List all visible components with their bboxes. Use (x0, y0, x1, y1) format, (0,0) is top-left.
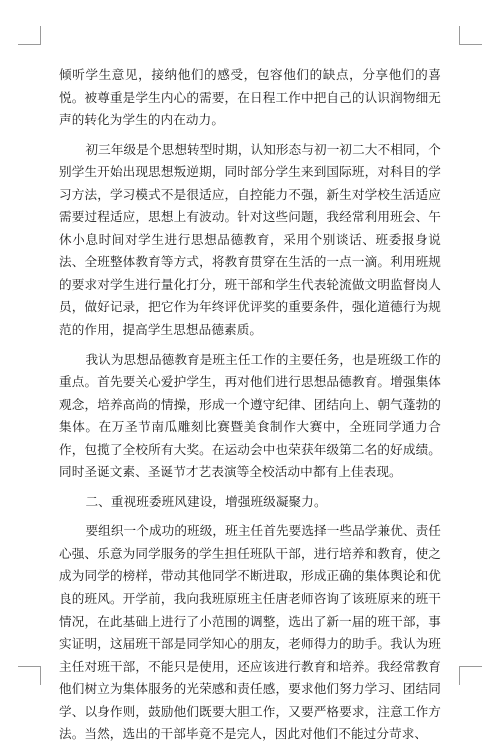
section-heading: 二、重视班委班风建设，增强班级凝聚力。 (85, 493, 327, 509)
crop-mark-bottom-left (18, 666, 41, 685)
body-text (59, 64, 441, 746)
paragraph: 倾听学生意见，接纳他们的感受，包容他们的缺点，分享他们的喜悦。被尊重是学生内心的需要，在日程工作中把自己的认识润物细无声的转化为学生的内在动力。 (59, 67, 441, 128)
paragraph: 我认为思想品德教育是班主任工作的主要任务，也是班级工作的重点。首先要关心爱护学生，再对他们进行思想品德教育。增强集体观念，培养高尚的情操，形成一个遵守纪律、团结向上、朝气蓬勃的集体。在万圣节南瓜雕刻比赛暨美食制作大赛中，全班同学通力合作，包揽了全校所有大奖。在运动会中也荣获年级第二名的好成绩。同时圣诞文素、圣诞节才艺表演等全校活动中都有上佳表现。 (59, 351, 441, 480)
crop-mark-bottom-right (459, 666, 482, 685)
paragraph: 初三年级是个思想转型时期，认知形态与初一初二大不相同，个别学生开始出现思想叛逆期，同时部分学生来到国际班，对科目的学习方法，学习模式不是很适应，自控能力不强，新生对学校生活适应需要过程适应，思想上有波动。针对这些问题，我经常利用班会、午休小息时间对学生进行思想品德教育，采用个别谈话、班委报身说法、全班整体教育等方式，将教育贯穿在生活的一点一滴。利用班规的要求对学生进行量化打分，班干部和学生代表轮流做文明监督岗人员，做好记录，把它作为年终评优评奖的重要条件，强化道德行为规范的作用，提高学生思想品德素质。 (59, 141, 441, 338)
paragraph: 要组织一个成功的班级，班主任首先要选择一些品学兼优、责任心强、乐意为同学服务的学生担任班队干部，进行培养和教育，使之成为同学的榜样，带动其他同学不断进取，形成正确的集体舆论和优良的班风。开学前，我向我班原班主任唐老师咨询了该班原来的班干情况，在此基础上进行了小范围的调整，选出了新一届的班干部，事实证明，这届班干部是同学知心的朋友，老师得力的助手。我认为班主任对班干部，不能只是使用，还应该进行教育和培养。我经常教育他们树立为集体服务的光荣感和责任感，要求他们努力学习、团结同学、以身作则，鼓励他们既要大胆工作，又要严格要求，注意工作方法。当然，选出的干部毕竟不是完人，因此对他们不能过分苛求、 (59, 523, 441, 742)
crop-mark-top-left (18, 26, 41, 45)
crop-mark-top-right (459, 26, 482, 45)
